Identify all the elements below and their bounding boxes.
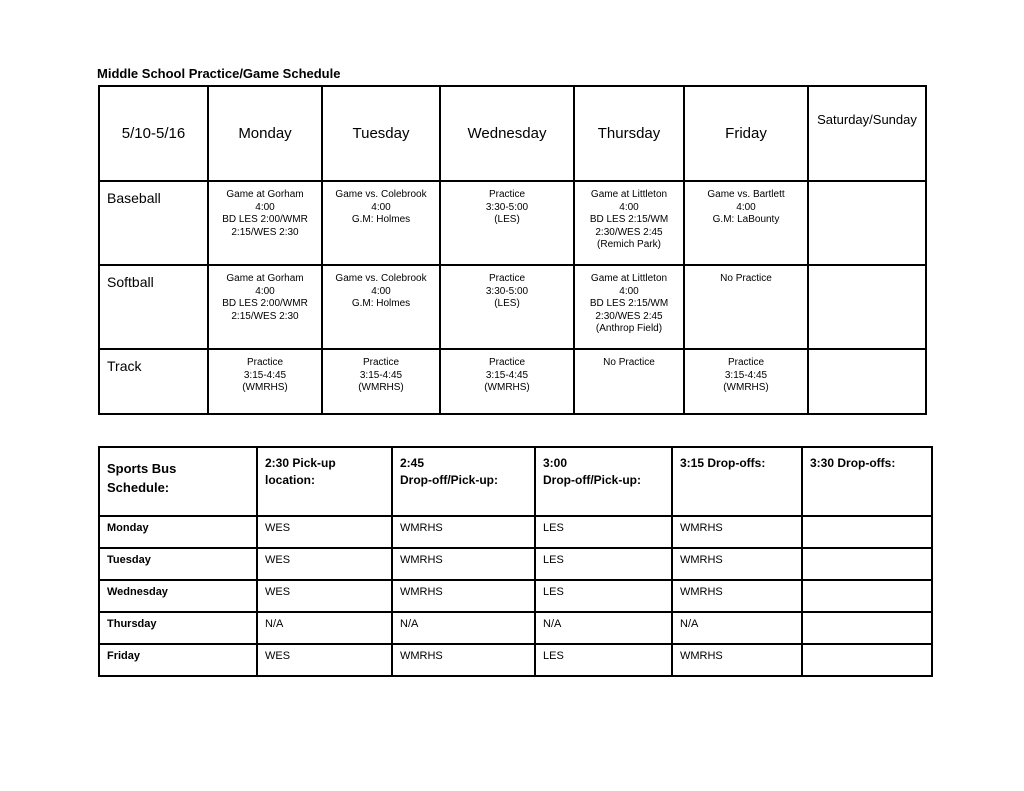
schedule-cell: Practice 3:15-4:45 (WMRHS) <box>208 349 322 414</box>
bus-cell: WES <box>257 580 392 612</box>
day-header-weekend: Saturday/Sunday <box>808 86 926 181</box>
bus-cell: WES <box>257 644 392 676</box>
bus-cell <box>802 644 932 676</box>
day-header-wednesday: Wednesday <box>440 86 574 181</box>
schedule-cell <box>808 349 926 414</box>
schedule-cell: Game at Gorham 4:00 BD LES 2:00/WMR 2:15/WES 2:30 <box>208 181 322 265</box>
bus-cell: LES <box>535 548 672 580</box>
bus-header-cell: 2:30 Pick-up location: <box>257 447 392 516</box>
bus-cell: N/A <box>392 612 535 644</box>
schedule-cell: Practice 3:30-5:00 (LES) <box>440 265 574 349</box>
day-header-tuesday: Tuesday <box>322 86 440 181</box>
bus-day-label: Thursday <box>99 612 257 644</box>
schedule-cell: Game vs. Colebrook 4:00 G.M: Holmes <box>322 265 440 349</box>
bus-cell: LES <box>535 580 672 612</box>
table-row <box>99 265 926 349</box>
bus-cell: WMRHS <box>672 516 802 548</box>
table-row <box>99 580 932 612</box>
sport-label-softball: Softball <box>99 265 208 349</box>
bus-cell <box>802 548 932 580</box>
day-header-thursday: Thursday <box>574 86 684 181</box>
bus-cell <box>802 580 932 612</box>
bus-cell: WMRHS <box>392 548 535 580</box>
bus-cell: WMRHS <box>392 516 535 548</box>
bus-cell: WMRHS <box>672 580 802 612</box>
schedule-cell: No Practice <box>574 349 684 414</box>
day-header-monday: Monday <box>208 86 322 181</box>
bus-header-cell: 3:15 Drop-offs: <box>672 447 802 516</box>
table-row <box>99 181 926 265</box>
bus-header-cell: 2:45 Drop-off/Pick-up: <box>392 447 535 516</box>
schedule-header-row <box>99 86 926 181</box>
bus-cell: WMRHS <box>392 580 535 612</box>
bus-day-label: Wednesday <box>99 580 257 612</box>
table-row <box>99 349 926 414</box>
table-row <box>99 548 932 580</box>
bus-header-row <box>99 447 932 516</box>
bus-header-cell: 3:00 Drop-off/Pick-up: <box>535 447 672 516</box>
practice-game-schedule-table <box>98 85 927 415</box>
schedule-cell <box>808 181 926 265</box>
schedule-cell <box>808 265 926 349</box>
schedule-cell: Practice 3:15-4:45 (WMRHS) <box>322 349 440 414</box>
bus-cell: WMRHS <box>672 644 802 676</box>
bus-header-cell: 3:30 Drop-offs: <box>802 447 932 516</box>
bus-cell: WES <box>257 516 392 548</box>
bus-day-label: Friday <box>99 644 257 676</box>
week-range: 5/10-5/16 <box>99 86 208 181</box>
table-row <box>99 644 932 676</box>
schedule-cell: Practice 3:15-4:45 (WMRHS) <box>440 349 574 414</box>
bus-day-label: Monday <box>99 516 257 548</box>
sport-label-track: Track <box>99 349 208 414</box>
schedule-cell: Game at Littleton 4:00 BD LES 2:15/WM 2:30/WES 2:45 (Anthrop Field) <box>574 265 684 349</box>
schedule-cell: Practice 3:30-5:00 (LES) <box>440 181 574 265</box>
day-header-friday: Friday <box>684 86 808 181</box>
bus-cell: N/A <box>257 612 392 644</box>
bus-cell: LES <box>535 644 672 676</box>
bus-cell: N/A <box>535 612 672 644</box>
sports-bus-schedule-table <box>98 446 933 677</box>
bus-cell: LES <box>535 516 672 548</box>
bus-cell: WMRHS <box>672 548 802 580</box>
schedule-cell: Game at Littleton 4:00 BD LES 2:15/WM 2:30/WES 2:45 (Remich Park) <box>574 181 684 265</box>
sport-label-baseball: Baseball <box>99 181 208 265</box>
schedule-cell: Practice 3:15-4:45 (WMRHS) <box>684 349 808 414</box>
schedule-cell: Game vs. Colebrook 4:00 G.M: Holmes <box>322 181 440 265</box>
bus-cell <box>802 612 932 644</box>
schedule-cell: Game vs. Bartlett 4:00 G.M: LaBounty <box>684 181 808 265</box>
bus-cell: N/A <box>672 612 802 644</box>
table-row <box>99 516 932 548</box>
page-title: Middle School Practice/Game Schedule <box>97 66 341 81</box>
bus-cell <box>802 516 932 548</box>
bus-cell: WMRHS <box>392 644 535 676</box>
table-row <box>99 612 932 644</box>
bus-schedule-title: Sports Bus Schedule: <box>99 447 257 516</box>
schedule-cell: Game at Gorham 4:00 BD LES 2:00/WMR 2:15/WES 2:30 <box>208 265 322 349</box>
bus-day-label: Tuesday <box>99 548 257 580</box>
schedule-cell: No Practice <box>684 265 808 349</box>
bus-cell: WES <box>257 548 392 580</box>
